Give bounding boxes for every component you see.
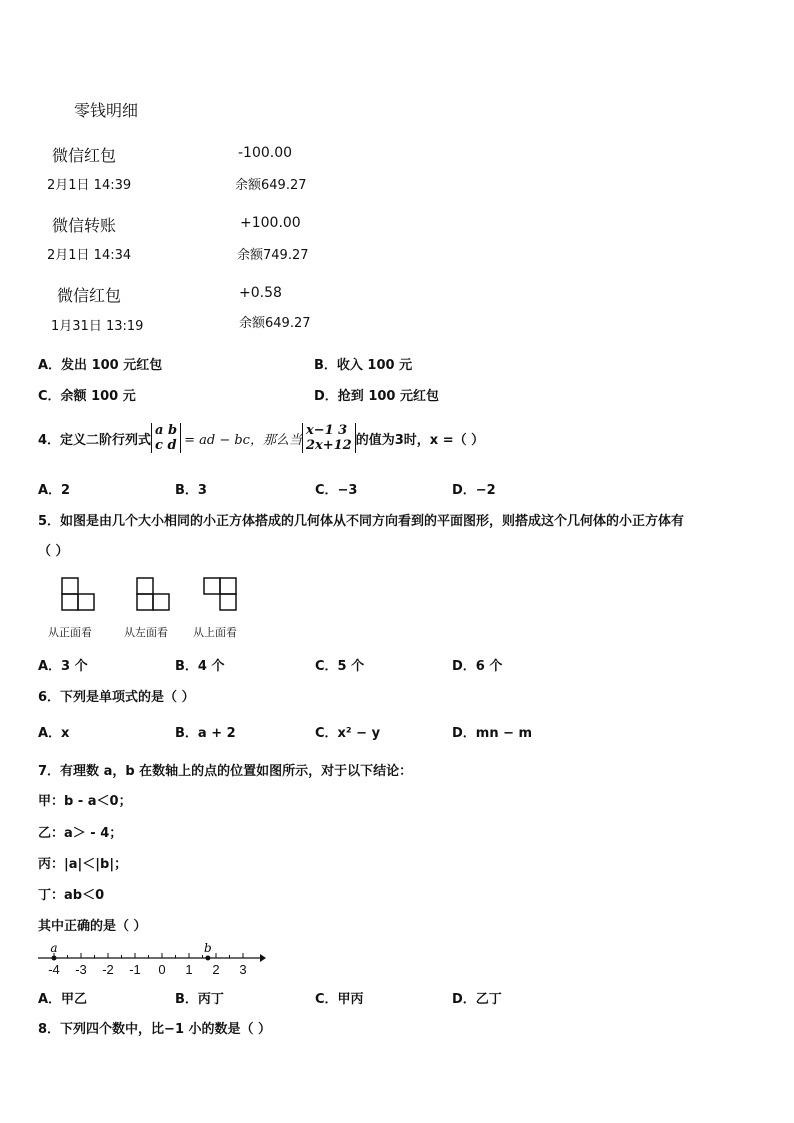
q4-determinant-x [302, 423, 356, 453]
q6-question: 6．下列是单项式的是（ ） [38, 690, 195, 705]
q7-ask: 其中正确的是（ ） [38, 919, 147, 934]
number-line-tick-label: 1 [185, 962, 193, 977]
point-a [52, 956, 57, 961]
entry-3-date: 1月31日 13:19 [51, 319, 144, 334]
entry-3-balance: 余额649.27 [239, 316, 311, 331]
q8-question: 8．下列四个数中，比−1 小的数是（ ） [38, 1022, 272, 1037]
q7-statement-jia: 甲：b - a＜0； [38, 794, 132, 809]
q7-option-c: C．甲丙 [315, 992, 364, 1007]
caption-left-view: 从左面看 [124, 626, 168, 639]
q4-mid: = ad − bc，那么当 [184, 432, 302, 448]
entry-1-balance: 余额649.27 [235, 178, 307, 193]
q4-option-a: A．2 [38, 483, 71, 498]
top-view [204, 578, 236, 610]
q7-question: 7．有理数 a，b 在数轴上的点的位置如图所示，对于以下结论： [38, 764, 413, 779]
q7-option-a: A．甲乙 [38, 992, 88, 1007]
number-line-tick-label: 2 [212, 962, 220, 977]
q5-option-d: D．6 个 [452, 659, 503, 674]
wallet-title: 零钱明细 [74, 101, 139, 120]
point-b-label: b [204, 941, 212, 955]
number-line-tick-label: -1 [129, 962, 141, 977]
q6-option-a: A．x [38, 726, 70, 741]
front-view [62, 578, 94, 610]
q5-option-b: B．4 个 [175, 659, 225, 674]
caption-front-view: 从正面看 [48, 626, 92, 639]
q3-option-b: B．收入 100 元 [314, 358, 413, 373]
q5-option-a: A．3 个 [38, 659, 88, 674]
number-line-tick-label: 0 [158, 962, 166, 977]
entry-1-name: 微信红包 [52, 146, 117, 165]
q4-determinant-abcd [151, 423, 181, 453]
q5-paren: （ ） [38, 544, 69, 559]
entry-1-amount: -100.00 [238, 145, 293, 161]
q5-question: 5．如图是由几个大小相同的小正方体搭成的几何体从不同方向看到的平面图形，则搭成这个几何体的小正方体有 [38, 514, 685, 529]
number-line-tick-label: -2 [102, 962, 114, 977]
q4-prefix: 4．定义二阶行列式 [38, 432, 152, 448]
q7-statement-ding: 丁：ab＜0 [38, 888, 105, 903]
q4-det2-row2: 2x+12 [305, 438, 352, 453]
q7-option-d: D．乙丁 [452, 992, 502, 1007]
q4-suffix: 的值为3时，x =（ ） [355, 432, 485, 448]
entry-2-date: 2月1日 14:34 [47, 248, 132, 263]
q4-option-d: D．−2 [452, 483, 496, 498]
q4-option-c: C．−3 [315, 483, 358, 498]
q4-option-b: B．3 [175, 483, 207, 498]
entry-3-name: 微信红包 [57, 286, 122, 305]
q3-option-a: A．发出 100 元红包 [38, 358, 163, 373]
entry-2-balance: 余额749.27 [237, 248, 309, 263]
q6-option-d: D．mn − m [452, 726, 533, 741]
number-line-arrow [260, 954, 266, 962]
entry-2-name: 微信转账 [52, 216, 117, 235]
q7-statement-bing: 丙：|a|＜|b|； [38, 857, 128, 872]
number-line-tick-label: -3 [75, 962, 87, 977]
left-view [137, 578, 169, 610]
q7-statement-yi: 乙：a＞ - 4； [38, 826, 123, 841]
caption-top-view: 从上面看 [193, 626, 237, 639]
q4-det1-row2: c d [155, 438, 177, 453]
q3-option-c: C．余额 100 元 [38, 389, 136, 404]
q7-option-b: B．丙丁 [175, 992, 224, 1007]
entry-2-amount: +100.00 [240, 215, 301, 231]
number-line [36, 938, 268, 978]
q6-option-c: C．x² − y [315, 726, 381, 741]
q6-option-b: B．a + 2 [175, 726, 236, 741]
point-b [205, 956, 210, 961]
entry-3-amount: +0.58 [239, 285, 282, 301]
number-line-tick-label: 3 [239, 962, 247, 977]
q4-question [38, 423, 484, 453]
entry-1-date: 2月1日 14:39 [47, 178, 132, 193]
q4-det1-row1: a b [155, 423, 178, 438]
q3-option-d: D．抢到 100 元红包 [314, 389, 439, 404]
point-a-label: a [50, 941, 58, 955]
number-line-tick-label: -4 [48, 962, 60, 977]
q5-option-c: C．5 个 [315, 659, 365, 674]
q4-det2-row1: x−1 3 [305, 423, 348, 438]
